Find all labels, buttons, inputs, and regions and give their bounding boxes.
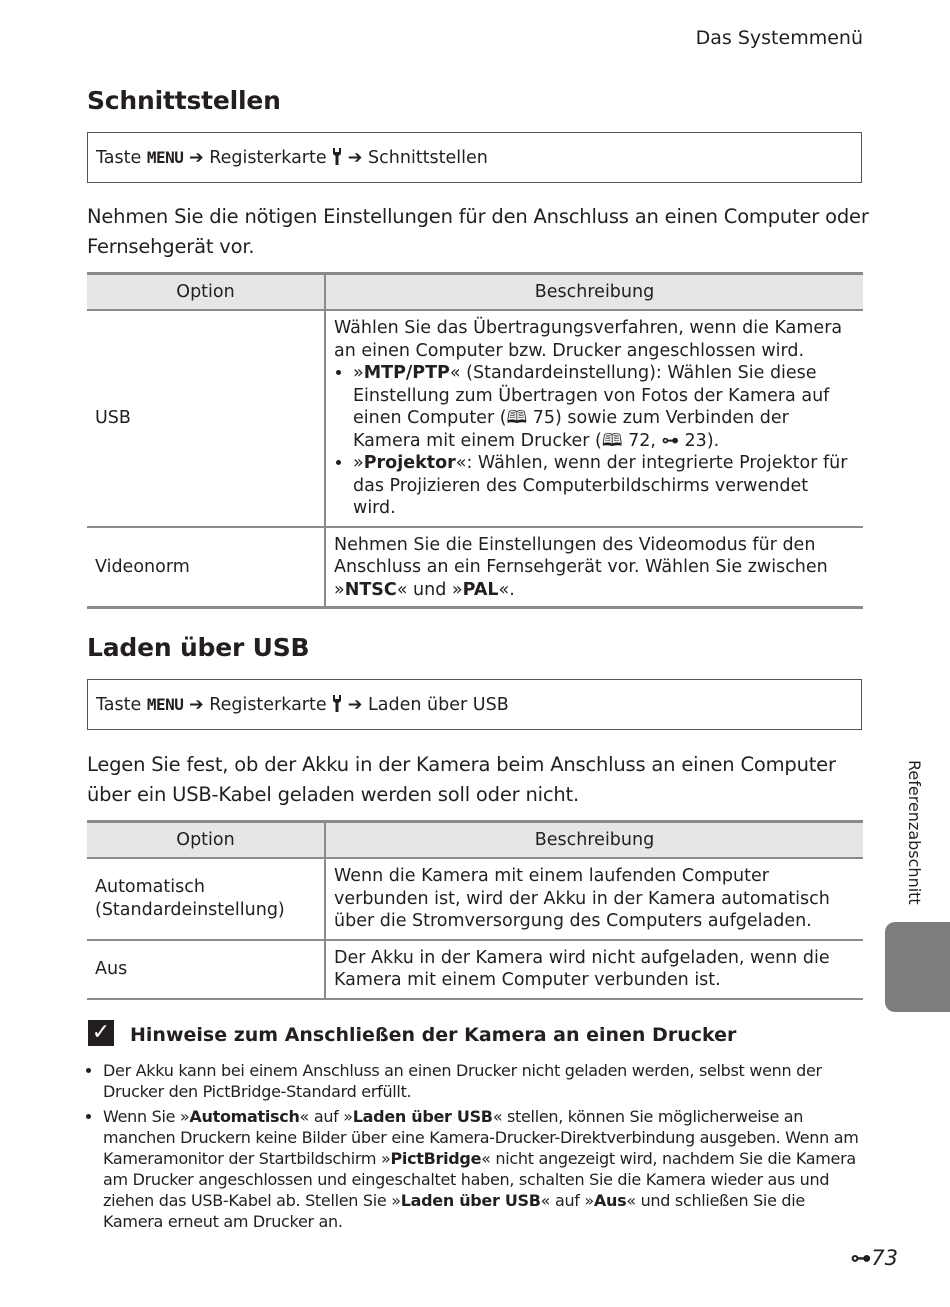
table-row: [87, 527, 863, 609]
option-aus: Aus: [87, 940, 325, 999]
arrow-right-icon: ➔: [188, 695, 204, 715]
option-value: MTP/PTP: [363, 363, 450, 383]
column-header-option: Option: [87, 822, 325, 859]
reference-section-icon: ⊶: [850, 1246, 872, 1270]
option-value: Projektor: [363, 453, 456, 473]
path-taste: Taste: [96, 148, 142, 168]
menu-path-laden: [87, 679, 862, 730]
arrow-right-icon: ➔: [347, 695, 363, 715]
check-icon: ✓: [88, 1020, 114, 1046]
list-item-text: 23).: [678, 430, 720, 451]
description-aus: Der Akku in der Kamera wird nicht aufgeladen, wenn die Kamera mit einem Computer verbunden ist.: [325, 940, 863, 999]
list-item: • »MTP/PTP« (Standardeinstellung): Wählen Sie diese Einstellung zum Übertragen von Fotos der Kamera auf einen Computer (🕮 75) sowie zum Verbinden der Kamera mit einem Drucker (🕮 72, ⊶ 23).: [353, 362, 855, 452]
list-item: • Der Akku kann bei einem Anschluss an einen Drucker nicht geladen werden, selbst wenn der Drucker den PictBridge-Standard erfüllt.: [103, 1060, 867, 1102]
options-table-laden: [87, 820, 863, 1000]
option-value: Aus: [593, 1191, 627, 1210]
description-automatisch: Wenn die Kamera mit einem laufenden Computer verbunden ist, wird der Akku in der Kamera automatisch über die Stromversorgung des Computers aufgeladen.: [325, 858, 863, 940]
table-row: [87, 940, 863, 999]
table-row: [87, 858, 863, 940]
option-automatisch: [87, 858, 325, 940]
options-table-schnittstellen: [87, 272, 863, 609]
sidebar-tab-marker: [885, 922, 950, 1012]
menu-path-schnittstellen: [87, 132, 862, 183]
option-value: PAL: [462, 579, 499, 600]
note-text: Wenn Sie »: [103, 1107, 190, 1126]
section-intro-schnittstellen: Nehmen Sie die nötigen Einstellungen für den Anschluss an einen Computer oder Fernsehgerät vor.: [87, 205, 869, 258]
note-text: « auf »: [299, 1107, 353, 1126]
running-header: Das Systemmenü: [695, 27, 863, 49]
option-value: NTSC: [344, 579, 397, 600]
section-title-laden: Laden über USB: [87, 633, 310, 662]
note-list: [87, 1060, 867, 1236]
note-text: « auf »: [540, 1191, 594, 1210]
option-value: PictBridge: [390, 1149, 482, 1168]
sidebar-section-label: Referenzabschnitt: [905, 760, 924, 905]
wrench-icon: [332, 148, 342, 168]
option-videonorm: Videonorm: [87, 527, 325, 609]
description-usb: [325, 310, 863, 527]
description-videonorm: [325, 527, 863, 609]
option-value: Laden über USB: [352, 1107, 493, 1126]
option-value: Automatisch: [189, 1107, 300, 1126]
option-label: Automatisch: [95, 877, 205, 898]
section-divider: [87, 606, 863, 608]
arrow-right-icon: ➔: [188, 148, 204, 168]
column-header-description: Beschreibung: [325, 274, 863, 311]
section-title-schnittstellen: Schnittstellen: [87, 86, 281, 115]
column-header-description: Beschreibung: [325, 822, 863, 859]
list-item: • »Projektor«: Wählen, wenn der integrierte Projektor für das Projizieren des Computerbildschirms verwendet wird.: [353, 452, 855, 520]
description-text: Wählen Sie das Übertragungsverfahren, wenn die Kamera an einen Computer bzw. Drucker angeschlossen wird.: [334, 318, 843, 361]
path-target: Schnittstellen: [368, 148, 488, 168]
table-row: [87, 310, 863, 527]
description-text: «.: [498, 579, 515, 600]
option-usb: USB: [87, 310, 325, 527]
arrow-right-icon: ➔: [347, 148, 363, 168]
reference-section-icon: ⊶: [661, 430, 679, 451]
path-taste: Taste: [96, 695, 142, 715]
list-item: [103, 1106, 867, 1232]
description-text: « und »: [396, 579, 463, 600]
book-icon: 🕮: [506, 408, 528, 428]
note-text: « und schließen Sie die Kamera erneut am Drucker an.: [103, 1191, 805, 1231]
menu-button-label: MENU: [146, 148, 184, 167]
menu-button-label: MENU: [146, 695, 184, 714]
section-intro-laden: Legen Sie fest, ob der Akku in der Kamera beim Anschluss an einen Computer über ein USB-Kabel geladen werden soll oder nicht.: [87, 753, 836, 806]
list-item-text: «: Wählen, wenn der integrierte Projektor für das Projizieren des Computerbildschirms verwendet wird.: [353, 453, 848, 518]
book-icon: 🕮: [601, 430, 623, 451]
path-register: Registerkarte: [209, 695, 327, 715]
option-value: Laden über USB: [400, 1191, 541, 1210]
column-header-option: Option: [87, 274, 325, 311]
note-title: Hinweise zum Anschließen der Kamera an einen Drucker: [130, 1024, 737, 1046]
list-item-text: « (Standardeinstellung): Wählen Sie diese Einstellung zum Übertragen von Fotos der Kamera auf einen Computer (: [353, 363, 830, 428]
option-label: (Standardeinstellung): [95, 899, 285, 920]
page-number: [850, 1246, 898, 1270]
note-text: « nicht angezeigt wird, nachdem Sie die Kamera am Drucker angeschlossen und eingeschaltet haben, schalten Sie die Kamera wieder aus und ziehen das USB-Kabel ab. Stellen Sie »: [103, 1149, 856, 1210]
description-text: Nehmen Sie die Einstellungen des Videomodus für den Anschluss an ein Fernsehgerät vor. Wählen Sie zwischen »: [334, 534, 828, 600]
path-register: Registerkarte: [209, 148, 327, 168]
path-target: Laden über USB: [368, 695, 509, 715]
list-item-text: 75) sowie zum Verbinden der Kamera mit einem Drucker (: [353, 408, 789, 451]
note-text: « stellen, können Sie möglicherweise an manchen Druckern keine Bilder über eine Kamera-Drucker-Direktverbindung ausgeben. Wenn am Kameramonitor der Startbildschirm »: [103, 1107, 859, 1168]
list-item-text: 72,: [622, 430, 662, 451]
wrench-icon: [332, 695, 342, 715]
page-number-text: 73: [871, 1246, 898, 1270]
